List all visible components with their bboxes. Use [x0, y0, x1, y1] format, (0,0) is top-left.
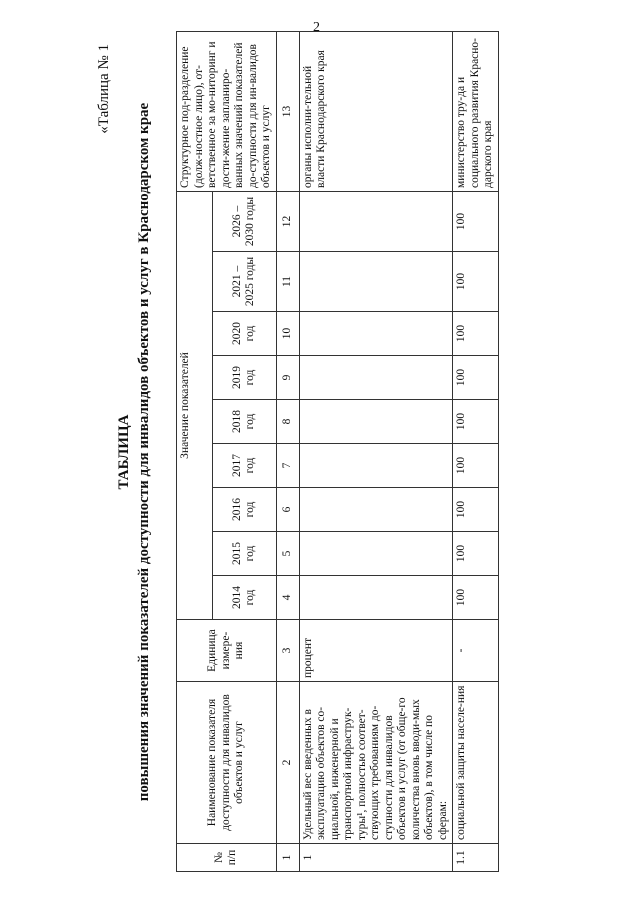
header-name: Наименование показателя доступности для инвалидов объектов и услуг	[177, 682, 277, 844]
row-value: 100	[453, 532, 499, 576]
table-row	[453, 31, 499, 871]
header-year: 2018 год	[213, 400, 276, 444]
row-value	[299, 532, 453, 576]
header-year: 2020 год	[213, 312, 276, 356]
row-responsible: министерство тру-да и социального развития Красно-дарского края	[453, 31, 499, 191]
row-value	[299, 252, 453, 312]
header-no: № п/п	[177, 844, 277, 872]
page-number: 2	[313, 20, 320, 35]
row-value: 100	[453, 312, 499, 356]
row-value	[299, 488, 453, 532]
row-value: 100	[453, 576, 499, 620]
table-label: «Таблица № 1	[96, 44, 112, 134]
header-responsible: Структурное под-разделение (долж-ностное лицо), от-ветственное за мо-ниторинг и дости-жение запланиро-ванных значений показателей до-ступности для ин-валидов объектов и услуг	[177, 31, 277, 191]
row-value	[299, 191, 453, 251]
row-value: 100	[453, 444, 499, 488]
row-value: 100	[453, 488, 499, 532]
row-unit: процент	[299, 620, 453, 682]
col-number: 7	[276, 444, 299, 488]
header-year: 2016 год	[213, 488, 276, 532]
row-value: 100	[453, 252, 499, 312]
numbering-row	[276, 31, 299, 871]
indicators-table	[176, 31, 499, 872]
row-name: Удельный вес введенных в эксплуатацию объектов со-циальной, инженерной и транспортной инфраструк-туры¹, полностью соответ-ствующих требованиям до-ступности для инвалидов объектов и услуг (от обще-го количества вновь вводи-мых объектов), в том числе по сферам:	[299, 682, 453, 844]
col-number: 12	[276, 191, 299, 251]
subtitle: повышения значений показателей доступности для инвалидов объектов и услуг в Краснодарском крае	[136, 102, 152, 802]
header-year: 2019 год	[213, 356, 276, 400]
row-responsible: органы исполни-тельной власти Краснодарского края	[299, 31, 453, 191]
row-value	[299, 576, 453, 620]
header-year: 2017 год	[213, 444, 276, 488]
col-number: 10	[276, 312, 299, 356]
col-number: 8	[276, 400, 299, 444]
row-value	[299, 356, 453, 400]
row-unit: -	[453, 620, 499, 682]
col-number: 9	[276, 356, 299, 400]
row-value: 100	[453, 356, 499, 400]
col-number: 2	[276, 682, 299, 844]
row-value	[299, 400, 453, 444]
table-row	[299, 31, 453, 871]
col-number: 3	[276, 620, 299, 682]
title: ТАБЛИЦА	[116, 414, 132, 490]
row-no: 1.1	[453, 844, 499, 872]
col-number: 11	[276, 252, 299, 312]
col-number: 4	[276, 576, 299, 620]
header-year: 2026 – 2030 годы	[213, 191, 276, 251]
rotated-page-content	[96, 32, 616, 872]
col-number: 1	[276, 844, 299, 872]
row-no: 1	[299, 844, 453, 872]
header-unit: Единица измере-ния	[177, 620, 277, 682]
row-name: социальной защиты населе-ния	[453, 682, 499, 844]
col-number: 13	[276, 31, 299, 191]
row-value: 100	[453, 191, 499, 251]
header-year: 2015 год	[213, 532, 276, 576]
document-title	[114, 32, 154, 872]
row-value	[299, 312, 453, 356]
header-year: 2014 год	[213, 576, 276, 620]
row-value: 100	[453, 400, 499, 444]
col-number: 6	[276, 488, 299, 532]
col-number: 5	[276, 532, 299, 576]
row-value	[299, 444, 453, 488]
header-row-1	[177, 31, 213, 871]
header-values: Значение показателей	[177, 191, 213, 619]
header-year: 2021 – 2025 годы	[213, 252, 276, 312]
